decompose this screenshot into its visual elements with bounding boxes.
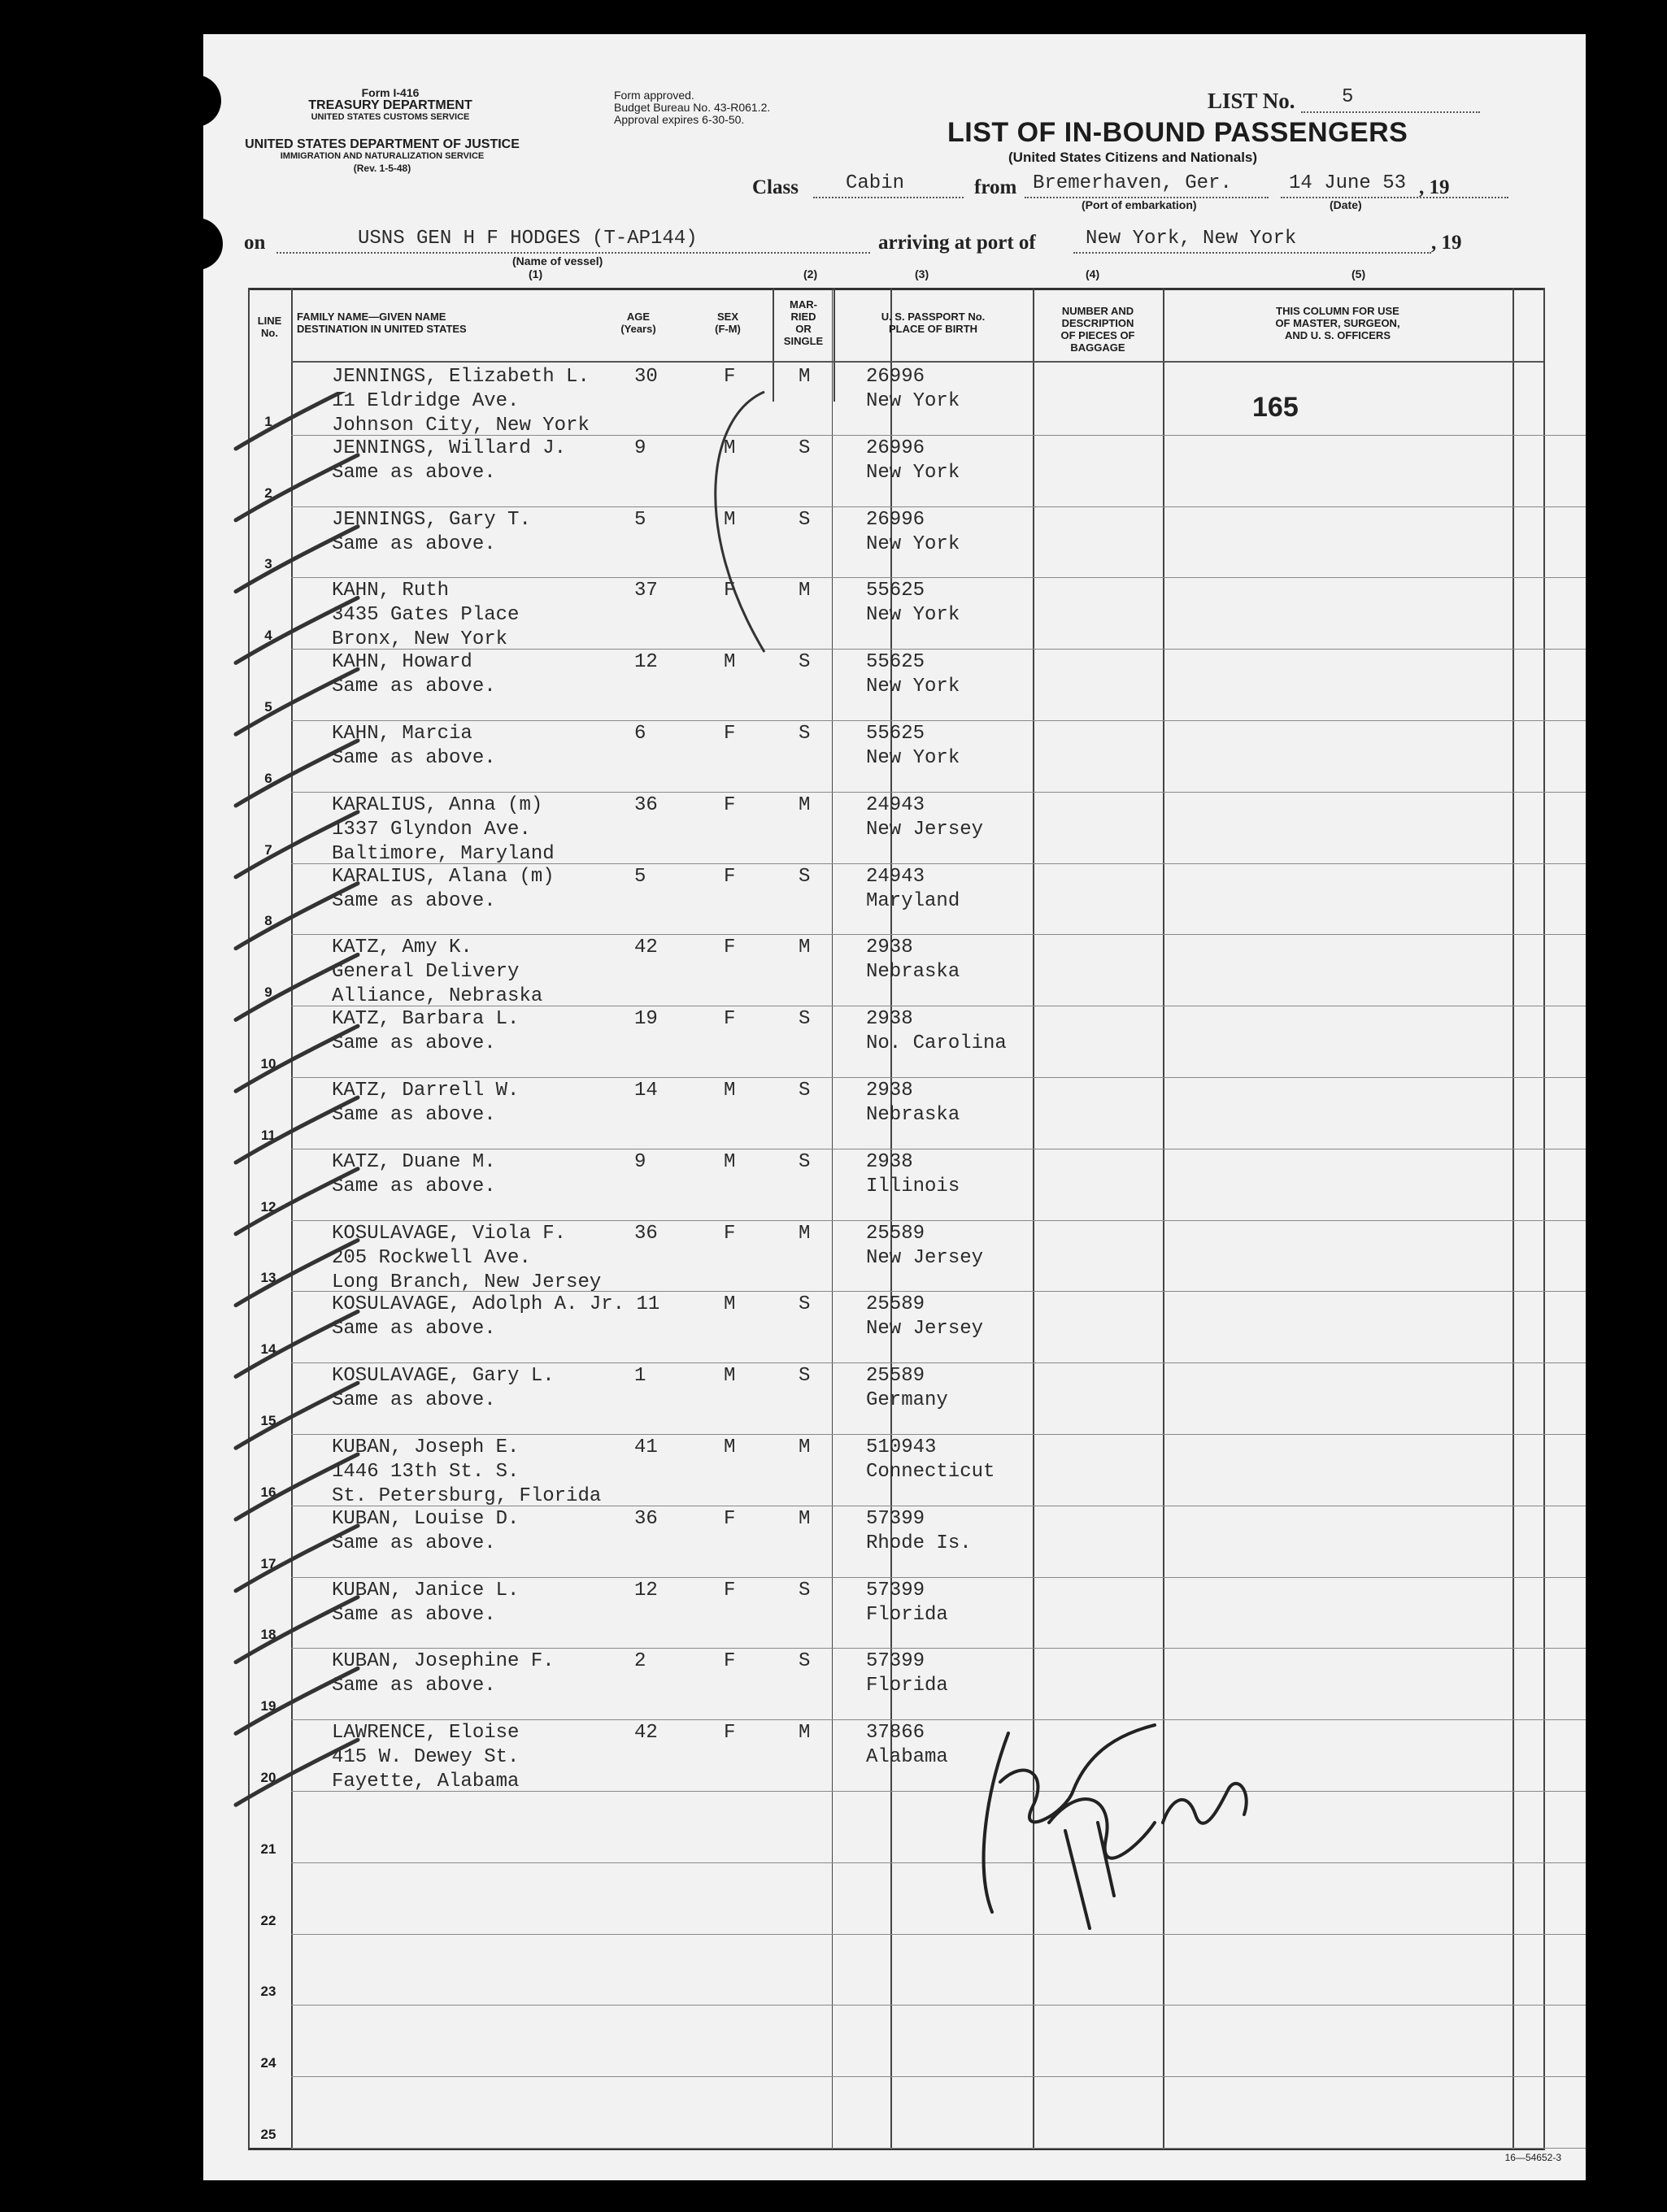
passenger-name: LAWRENCE, Eloise [332, 1722, 520, 1745]
handwritten-signature [951, 1684, 1293, 1945]
check-mark [236, 1526, 358, 1591]
line-number: 23 [260, 1984, 276, 2000]
punch-hole [147, 511, 199, 563]
place-of-birth: Nebraska [866, 961, 960, 984]
passenger-name: KUBAN, Joseph E. [332, 1436, 520, 1458]
line-number: 3 [264, 556, 272, 572]
on-label: on [244, 232, 266, 254]
marital-status: S [799, 1008, 811, 1031]
col-number-2: (2) [803, 267, 818, 280]
passenger-age: 42 [634, 1722, 658, 1745]
class-line [813, 197, 964, 198]
line-number: 15 [260, 1413, 276, 1428]
header-officers: THIS COLUMN FOR USE OF MASTER, SURGEON, AND U. S. OFFICERS [1275, 305, 1400, 341]
col-border-right [1543, 288, 1545, 2149]
check-mark [236, 884, 358, 949]
marital-status: S [799, 508, 811, 531]
marital-status: S [799, 1579, 811, 1601]
row-divider [291, 1577, 1586, 1578]
passenger-sex: F [724, 580, 736, 602]
place-of-birth: New York [866, 461, 960, 484]
passenger-name: KAHN, Howard [332, 651, 472, 674]
place-of-birth: New Jersey [866, 1318, 984, 1341]
check-mark [236, 1740, 358, 1805]
check-mark [236, 1668, 358, 1733]
destination-address: Same as above. [332, 1175, 496, 1197]
passenger-age: 9 [634, 1150, 646, 1173]
check-mark [236, 1383, 358, 1448]
passenger-name: JENNINGS, Elizabeth L. [332, 366, 590, 388]
destination-address: Same as above. [332, 676, 496, 698]
place-of-birth: New Jersey [866, 1246, 984, 1269]
header-baggage: NUMBER AND DESCRIPTION OF PIECES OF BAGGAGE [1060, 305, 1135, 354]
arrival-line [1073, 252, 1431, 254]
line-number: 5 [264, 699, 272, 715]
passport-number: 55625 [866, 723, 925, 745]
marital-status: S [799, 1150, 811, 1173]
line-number: 1 [264, 413, 272, 429]
passenger-sex: M [724, 1080, 736, 1102]
line-number: 25 [260, 2127, 276, 2142]
passenger-age: 14 [634, 1080, 658, 1102]
marital-status: M [799, 793, 811, 816]
col-number-4: (4) [1086, 267, 1100, 280]
vessel-caption: (Name of vessel) [512, 254, 603, 267]
passenger-name: KAHN, Ruth [332, 580, 450, 602]
destination-address: Same as above. [332, 1603, 496, 1626]
destination-address: Same as above. [332, 1104, 496, 1126]
punch-hole [146, 658, 198, 711]
passenger-age: 19 [634, 1008, 658, 1031]
row-divider [291, 577, 1586, 578]
passenger-sex: F [724, 1222, 736, 1245]
col-number-1: (1) [529, 267, 543, 280]
pencil-check-marks [220, 392, 366, 2115]
row-divider [291, 1862, 1586, 1863]
passport-number: 25589 [866, 1222, 925, 1245]
check-mark [236, 812, 358, 877]
punch-hole [146, 1585, 198, 1637]
passenger-name: KARALIUS, Anna (m) [332, 793, 543, 816]
passenger-sex: F [724, 937, 736, 959]
passenger-sex: M [724, 651, 736, 674]
line-number: 7 [264, 841, 272, 858]
destination-address: 3435 Gates Place Bronx, New York [332, 604, 520, 651]
form-header-block [285, 87, 496, 124]
passport-number: 57399 [866, 1507, 925, 1530]
line-number: 21 [260, 1840, 276, 1857]
marital-status: M [799, 366, 811, 388]
place-of-birth: Rhode Is. [866, 1532, 972, 1554]
header-name: FAMILY NAME—GIVEN NAME DESTINATION IN UNITED STATES [297, 311, 467, 335]
check-mark [236, 1026, 358, 1091]
passport-number: 2938 [866, 937, 913, 959]
justice-dept: UNITED STATES DEPARTMENT OF JUSTICE [245, 137, 520, 151]
passenger-name: KUBAN, Josephine F. [332, 1650, 555, 1673]
arriving-label: arriving at port of [878, 232, 1036, 254]
destination-address: General Delivery Alliance, Nebraska [332, 961, 543, 1008]
approval-expires: Approval expires 6-30-50. [614, 113, 745, 126]
passport-number: 25589 [866, 1365, 925, 1388]
passport-number: 55625 [866, 651, 925, 674]
passport-number: 24943 [866, 865, 925, 888]
vessel-value: USNS GEN H F HODGES (T-AP144) [358, 228, 698, 250]
passenger-sex: F [724, 1579, 736, 1601]
row-divider [291, 1434, 1586, 1435]
col-number-5: (5) [1351, 267, 1366, 280]
vessel-line [276, 252, 870, 254]
passport-number: 26996 [866, 366, 925, 388]
passenger-name: KOSULAVAGE, Gary L. [332, 1365, 555, 1388]
line-number: 17 [260, 1555, 276, 1571]
row-divider [291, 506, 1586, 507]
passport-number: 2938 [866, 1008, 913, 1031]
destination-address: Same as above. [332, 532, 496, 555]
list-no-label: LIST No. [1208, 89, 1295, 113]
passenger-name: KUBAN, Janice L. [332, 1579, 520, 1601]
destination-address: Same as above. [332, 1032, 496, 1055]
destination-address: Same as above. [332, 747, 496, 769]
date-caption: (Date) [1330, 198, 1362, 211]
line-number: 10 [260, 1056, 276, 1071]
passport-number: 37866 [866, 1722, 925, 1745]
passenger-age: 9 [634, 437, 646, 459]
passenger-sex: F [724, 366, 736, 388]
passenger-age: 5 [634, 508, 646, 531]
passenger-sex: M [724, 437, 736, 459]
row-divider [291, 1220, 1586, 1221]
treasury-dept: TREASURY DEPARTMENT [308, 98, 472, 112]
check-mark [236, 598, 358, 663]
place-of-birth: New York [866, 604, 960, 627]
place-of-birth: New York [866, 676, 960, 698]
row-divider [291, 1077, 1586, 1078]
line-number: 24 [260, 2055, 276, 2071]
check-mark [236, 1241, 358, 1306]
marital-status: S [799, 865, 811, 888]
table-top-border [248, 288, 1545, 290]
passenger-age: 2 [634, 1650, 646, 1673]
row-divider [291, 934, 1586, 935]
passenger-age: 5 [634, 865, 646, 888]
punch-hole [169, 75, 221, 127]
check-mark [236, 954, 358, 1019]
marital-status: M [799, 1507, 811, 1530]
line-number: 6 [264, 770, 272, 786]
check-mark [236, 1169, 358, 1234]
marital-status: S [799, 651, 811, 674]
row-divider [291, 2005, 1586, 2006]
line-number: 14 [260, 1341, 276, 1358]
passenger-sex: F [724, 1507, 736, 1530]
marital-status: M [799, 1722, 811, 1745]
passenger-name: KUBAN, Louise D. [332, 1507, 520, 1530]
passenger-sex: F [724, 1008, 736, 1031]
check-mark [236, 527, 358, 592]
place-of-birth: New York [866, 390, 960, 412]
class-label: Class [752, 176, 799, 198]
line-number: 12 [260, 1198, 276, 1215]
passport-number: 26996 [866, 508, 925, 531]
header-bottom-border [291, 361, 1543, 363]
destination-address: Same as above. [332, 1532, 496, 1554]
passenger-age: 36 [634, 793, 658, 816]
check-mark [236, 1454, 358, 1519]
row-divider [291, 1648, 1586, 1649]
passport-number: 57399 [866, 1579, 925, 1601]
passenger-sex: M [724, 1150, 736, 1173]
passenger-age: 6 [634, 723, 646, 745]
passenger-sex: F [724, 1722, 736, 1745]
destination-address: 415 W. Dewey St. Fayette, Alabama [332, 1746, 520, 1793]
line-number: 9 [264, 984, 272, 1001]
marital-status: M [799, 1436, 811, 1458]
passport-number: 57399 [866, 1650, 925, 1673]
passenger-name: KOSULAVAGE, Viola F. [332, 1222, 567, 1245]
line-number: 16 [260, 1484, 276, 1500]
passport-number: 510943 [866, 1436, 937, 1458]
punch-hole [171, 218, 223, 270]
header-line-no: LINE No. [257, 315, 282, 339]
list-no-line [1301, 111, 1480, 113]
passenger-age: 30 [634, 366, 658, 388]
marital-status: S [799, 1650, 811, 1673]
customs-service: UNITED STATES CUSTOMS SERVICE [311, 112, 470, 122]
from-label: from [974, 176, 1017, 198]
arrival-port-value: New York, New York [1086, 228, 1297, 250]
row-divider [291, 1719, 1586, 1720]
form-number: Form I-416 [361, 86, 420, 99]
class-value: Cabin [846, 172, 905, 194]
header-sex: SEX (F-M) [715, 311, 741, 335]
row-divider [291, 792, 1586, 793]
header-married: MAR- RIED OR SINGLE [783, 298, 824, 347]
line-number: 18 [260, 1627, 276, 1643]
form-approved: Form approved. [614, 89, 694, 102]
passenger-sex: F [724, 1650, 736, 1673]
row-divider [291, 2148, 1586, 2149]
check-mark [236, 392, 358, 449]
row-divider [291, 720, 1586, 721]
check-mark [236, 741, 358, 806]
line-number: 20 [260, 1770, 276, 1785]
col-number-3: (3) [915, 267, 929, 280]
marital-status: S [799, 1365, 811, 1388]
passenger-age: 36 [634, 1222, 658, 1245]
line-number: 11 [261, 1127, 276, 1143]
passport-number: 2938 [866, 1080, 913, 1102]
destination-address: Same as above. [332, 1318, 496, 1341]
marital-status: S [799, 1080, 811, 1102]
header-age: AGE (Years) [620, 311, 656, 335]
check-mark [236, 455, 358, 520]
place-of-birth: Connecticut [866, 1461, 995, 1483]
row-divider [291, 1362, 1586, 1363]
check-mark [236, 1597, 358, 1662]
destination-address: Same as above. [332, 461, 496, 484]
punch-hole [146, 2097, 198, 2149]
place-of-birth: Florida [866, 1603, 948, 1626]
passenger-name: KATZ, Amy K. [332, 937, 472, 959]
place-of-birth: Illinois [866, 1175, 960, 1197]
place-of-birth: Florida [866, 1675, 948, 1697]
punch-hole [146, 1646, 198, 1698]
passenger-sex: M [724, 1293, 736, 1316]
passport-number: 25589 [866, 1293, 925, 1316]
col-border-married [890, 288, 892, 2149]
passenger-age: 37 [634, 580, 658, 602]
budget-bureau: Budget Bureau No. 43-R061.2. [614, 101, 771, 114]
destination-address: Same as above. [332, 889, 496, 912]
revision: (Rev. 1-5-48) [353, 163, 411, 174]
header-passport: U. S. PASSPORT No. PLACE OF BIRTH [881, 311, 986, 335]
arrival-suffix: , 19 [1431, 232, 1462, 254]
marital-status: S [799, 437, 811, 459]
passenger-age: 12 [634, 1579, 658, 1601]
document-subtitle: (United States Citizens and Nationals) [1008, 150, 1258, 165]
destination-address: 1337 Glyndon Ave. Baltimore, Maryland [332, 818, 555, 865]
place-of-birth: Nebraska [866, 1104, 960, 1126]
passenger-sex: F [724, 793, 736, 816]
place-of-birth: Alabama [866, 1746, 948, 1769]
passport-number: 26996 [866, 437, 925, 459]
check-mark [236, 669, 358, 734]
destination-address: Same as above. [332, 1675, 496, 1697]
line-number: 19 [260, 1698, 276, 1714]
col-border-age-2 [773, 288, 774, 402]
place-of-birth: New Jersey [866, 818, 984, 841]
check-mark [236, 1097, 358, 1162]
passport-number: 2938 [866, 1150, 913, 1173]
line-number: 8 [264, 913, 272, 929]
passenger-name: KAHN, Marcia [332, 723, 472, 745]
marital-status: M [799, 937, 811, 959]
check-mark [236, 1311, 358, 1376]
port-embark-caption: (Port of embarkation) [1082, 198, 1197, 211]
approval-block [614, 89, 770, 126]
marital-status: M [799, 1222, 811, 1245]
destination-address: 11 Eldridge Ave. Johnson City, New York [332, 390, 590, 437]
row-divider [291, 2076, 1586, 2077]
passenger-age: 41 [634, 1436, 658, 1458]
punch-hole [146, 1447, 198, 1499]
marital-status: S [799, 1293, 811, 1316]
passenger-sex: M [724, 508, 736, 531]
passenger-name: JENNINGS, Willard J. [332, 437, 567, 459]
line-number: 13 [260, 1270, 276, 1286]
list-no-value: 5 [1342, 86, 1354, 108]
document-title: LIST OF IN-BOUND PASSENGERS [947, 117, 1408, 148]
destination-address: 1446 13th St. S. St. Petersburg, Florida [332, 1461, 602, 1507]
place-of-birth: New York [866, 747, 960, 769]
passenger-name: KATZ, Barbara L. [332, 1008, 520, 1031]
document-page [203, 34, 1586, 2180]
passenger-age: 1 [634, 1365, 646, 1388]
passenger-name: KOSULAVAGE, Adolph A. Jr. 11 [332, 1293, 660, 1316]
passport-number: 24943 [866, 793, 925, 816]
place-of-birth: Maryland [866, 889, 960, 912]
col-border-sex [834, 288, 835, 402]
col-border-officers [1512, 288, 1514, 2149]
footer-code: 16—54652-3 [1504, 2152, 1561, 2163]
date-suffix: , 19 [1419, 176, 1450, 198]
from-value: Bremerhaven, Ger. [1033, 172, 1232, 194]
passenger-name: JENNINGS, Gary T. [332, 508, 531, 531]
passenger-name: KATZ, Darrell W. [332, 1080, 520, 1102]
passenger-sex: M [724, 1365, 736, 1388]
date-value: 14 June 53 [1289, 172, 1407, 194]
col-border-sex-married-faint [832, 288, 833, 2149]
line-number: 2 [264, 485, 272, 501]
destination-address: 205 Rockwell Ave. Long Branch, New Jersey [332, 1246, 602, 1293]
officer-note: 165 [1252, 392, 1299, 423]
place-of-birth: New York [866, 532, 960, 555]
passport-number: 55625 [866, 580, 925, 602]
line-number: 4 [264, 628, 272, 644]
ins-service: IMMIGRATION AND NATURALIZATION SERVICE [280, 151, 485, 161]
passenger-sex: F [724, 865, 736, 888]
justice-block [244, 138, 520, 175]
passenger-age: 12 [634, 651, 658, 674]
date-line [1281, 197, 1508, 198]
place-of-birth: Germany [866, 1389, 948, 1412]
passenger-sex: M [724, 1436, 736, 1458]
bracket-mark-1 [675, 384, 773, 660]
marital-status: M [799, 580, 811, 602]
line-number: 22 [260, 1912, 276, 1928]
passenger-age: 36 [634, 1507, 658, 1530]
punch-hole [147, 1955, 199, 2007]
passenger-sex: F [724, 723, 736, 745]
destination-address: Same as above. [332, 1389, 496, 1412]
passenger-age: 42 [634, 937, 658, 959]
place-of-birth: No. Carolina [866, 1032, 1007, 1055]
passenger-name: KARALIUS, Alana (m) [332, 865, 555, 888]
marital-status: S [799, 723, 811, 745]
row-divider [291, 1934, 1586, 1935]
passenger-name: KATZ, Duane M. [332, 1150, 496, 1173]
